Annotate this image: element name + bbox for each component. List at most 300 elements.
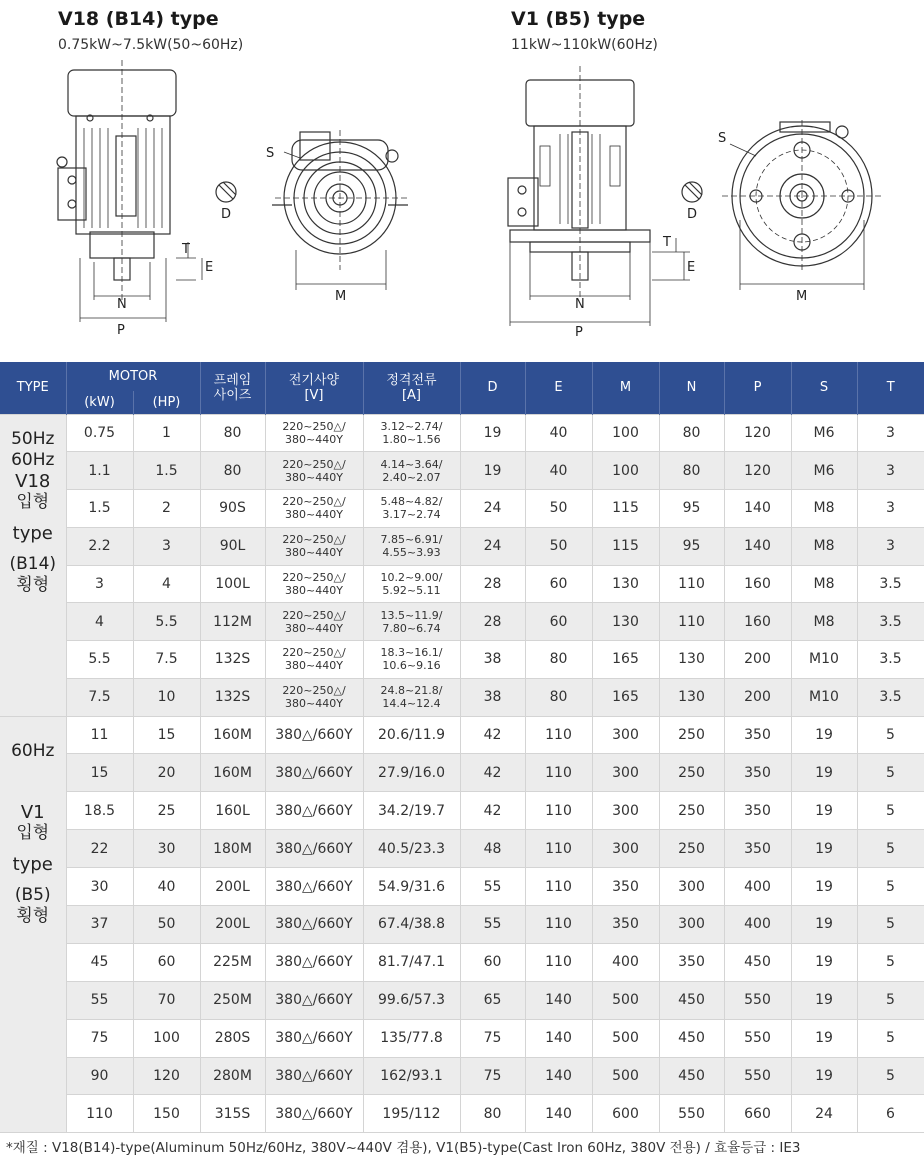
table-cell: 140: [525, 1019, 592, 1057]
table-cell: 130: [592, 603, 659, 641]
table-cell: 140: [724, 490, 791, 528]
v18-label-d: D: [221, 207, 232, 222]
table-cell: 5.5: [66, 641, 133, 679]
table-cell: 165: [592, 678, 659, 716]
v18-label-p: P: [117, 323, 125, 338]
table-cell: 450: [659, 1057, 724, 1095]
spec-table-body: [0, 414, 924, 1133]
table-cell: 220~250△/ 380~440Y: [265, 641, 363, 679]
type-group-label: 횡형: [16, 905, 50, 926]
header-m: M: [592, 362, 659, 414]
table-cell: 220~250△/ 380~440Y: [265, 414, 363, 452]
table-cell: 195/112: [363, 1095, 460, 1133]
table-cell: 27.9/16.0: [363, 754, 460, 792]
table-cell: 75: [460, 1019, 525, 1057]
v1-label-s: S: [718, 131, 727, 146]
table-cell: 380△/660Y: [265, 792, 363, 830]
v1-label-m: M: [796, 289, 808, 304]
table-cell: 3: [857, 527, 924, 565]
table-cell: 5.5: [133, 603, 200, 641]
table-cell: 500: [592, 981, 659, 1019]
table-cell: 19: [791, 943, 857, 981]
table-cell: 300: [592, 830, 659, 868]
table-cell: 3: [857, 490, 924, 528]
table-cell: 90: [66, 1057, 133, 1095]
type-group-label: V18: [15, 470, 51, 492]
table-cell: 42: [460, 754, 525, 792]
header-t: T: [857, 362, 924, 414]
table-cell: 120: [724, 414, 791, 452]
table-cell: 160M: [200, 754, 265, 792]
table-cell: 1.5: [66, 490, 133, 528]
table-cell: 5: [857, 792, 924, 830]
table-row: [0, 792, 924, 830]
table-cell: 110: [659, 603, 724, 641]
table-cell: 38: [460, 641, 525, 679]
table-cell: 19: [791, 792, 857, 830]
table-cell: 24: [460, 527, 525, 565]
v18-label-t: T: [182, 242, 190, 257]
table-cell: 110: [66, 1095, 133, 1133]
table-cell: 90S: [200, 490, 265, 528]
table-cell: 37: [66, 905, 133, 943]
table-cell: 24: [460, 490, 525, 528]
table-cell: 19: [460, 414, 525, 452]
table-cell: 110: [525, 754, 592, 792]
table-row: [0, 981, 924, 1019]
table-cell: 350: [724, 716, 791, 754]
table-cell: 7.5: [133, 641, 200, 679]
table-cell: 95: [659, 490, 724, 528]
table-cell: 380△/660Y: [265, 981, 363, 1019]
v18-label-s: S: [266, 146, 275, 161]
header-e: E: [525, 362, 592, 414]
table-cell: 350: [592, 868, 659, 906]
table-cell: 380△/660Y: [265, 943, 363, 981]
table-cell: 132S: [200, 641, 265, 679]
table-cell: 3: [66, 565, 133, 603]
table-cell: 19: [791, 754, 857, 792]
table-cell: 54.9/31.6: [363, 868, 460, 906]
type-group-label: type: [12, 853, 53, 875]
table-cell: 380△/660Y: [265, 754, 363, 792]
table-cell: 380△/660Y: [265, 830, 363, 868]
table-cell: 48: [460, 830, 525, 868]
table-cell: 280S: [200, 1019, 265, 1057]
v1-title: V1 (B5) type: [511, 8, 646, 30]
table-cell: 135/77.8: [363, 1019, 460, 1057]
table-cell: 7.5: [66, 678, 133, 716]
table-cell: 42: [460, 792, 525, 830]
table-cell: 6: [857, 1095, 924, 1133]
table-cell: 40.5/23.3: [363, 830, 460, 868]
table-cell: 380△/660Y: [265, 1057, 363, 1095]
table-row: [0, 490, 924, 528]
v1-label-e: E: [687, 260, 696, 275]
table-cell: 19: [791, 1057, 857, 1095]
table-cell: 19: [791, 830, 857, 868]
table-cell: 19: [791, 1019, 857, 1057]
table-cell: 67.4/38.8: [363, 905, 460, 943]
table-cell: 3.5: [857, 603, 924, 641]
header-voltage: 전기사양 [V]: [265, 362, 363, 414]
table-cell: 162/93.1: [363, 1057, 460, 1095]
v18-label-m: M: [335, 289, 347, 304]
table-cell: 20.6/11.9: [363, 716, 460, 754]
type-group-label: 60Hz: [11, 740, 55, 761]
table-cell: 24: [791, 1095, 857, 1133]
table-cell: 120: [133, 1057, 200, 1095]
type-group-label: 입형: [16, 822, 50, 843]
table-cell: 80: [525, 678, 592, 716]
table-cell: 350: [724, 792, 791, 830]
table-cell: 18.5: [66, 792, 133, 830]
table-cell: M6: [791, 414, 857, 452]
table-cell: 220~250△/ 380~440Y: [265, 490, 363, 528]
table-cell: 3.12~2.74/ 1.80~1.56: [363, 414, 460, 452]
v18-subtitle: 0.75kW~7.5kW(50~60Hz): [58, 37, 244, 53]
v1-side-view: [508, 66, 650, 300]
table-cell: 100: [592, 414, 659, 452]
table-cell: 3.5: [857, 678, 924, 716]
header-kw: (kW): [66, 391, 133, 414]
table-cell: 30: [66, 868, 133, 906]
v1-label-n: N: [575, 297, 585, 312]
table-cell: 110: [659, 565, 724, 603]
table-cell: 18.3~16.1/ 10.6~9.16: [363, 641, 460, 679]
table-row: [0, 565, 924, 603]
table-cell: 75: [460, 1057, 525, 1095]
table-cell: 19: [791, 981, 857, 1019]
type-group-label: (B5): [14, 884, 51, 905]
table-cell: 225M: [200, 943, 265, 981]
table-row: [0, 527, 924, 565]
header-type: TYPE: [0, 362, 66, 414]
table-cell: M10: [791, 678, 857, 716]
table-cell: 300: [592, 716, 659, 754]
table-cell: 160: [724, 603, 791, 641]
footnote: *재질 : V18(B14)-type(Aluminum 50Hz/60Hz, 380V~440V 겸용), V1(B5)-type(Cast Iron 60Hz, 380V 전용) / 효율등급 : IE3: [6, 1140, 801, 1156]
table-cell: 10.2~9.00/ 5.92~5.11: [363, 565, 460, 603]
table-row: [0, 754, 924, 792]
type-group-v18: [0, 414, 66, 716]
type-group-label: V1: [20, 801, 45, 823]
table-cell: 600: [592, 1095, 659, 1133]
table-cell: 80: [525, 641, 592, 679]
table-cell: 4: [66, 603, 133, 641]
table-cell: M8: [791, 603, 857, 641]
table-cell: 0.75: [66, 414, 133, 452]
table-cell: 110: [525, 943, 592, 981]
table-cell: 280M: [200, 1057, 265, 1095]
table-cell: 140: [724, 527, 791, 565]
table-cell: 140: [525, 1095, 592, 1133]
table-cell: 80: [659, 452, 724, 490]
table-cell: 7.85~6.91/ 4.55~3.93: [363, 527, 460, 565]
table-cell: 70: [133, 981, 200, 1019]
table-cell: 20: [133, 754, 200, 792]
table-cell: 5: [857, 754, 924, 792]
table-cell: 50: [133, 905, 200, 943]
table-cell: 65: [460, 981, 525, 1019]
v18-label-e: E: [205, 260, 214, 275]
table-cell: 5: [857, 1057, 924, 1095]
table-cell: 100: [133, 1019, 200, 1057]
type-group-label: 입형: [16, 491, 50, 512]
table-row: [0, 678, 924, 716]
table-cell: 660: [724, 1095, 791, 1133]
table-cell: 15: [66, 754, 133, 792]
table-cell: 300: [592, 754, 659, 792]
table-cell: 200: [724, 678, 791, 716]
table-cell: 130: [659, 641, 724, 679]
table-cell: 90L: [200, 527, 265, 565]
table-cell: 250: [659, 716, 724, 754]
table-cell: 3: [133, 527, 200, 565]
table-cell: 550: [724, 981, 791, 1019]
table-cell: 15: [133, 716, 200, 754]
table-cell: 550: [724, 1019, 791, 1057]
table-cell: 75: [66, 1019, 133, 1057]
table-cell: 150: [133, 1095, 200, 1133]
table-cell: 200L: [200, 905, 265, 943]
table-cell: 5: [857, 830, 924, 868]
table-cell: 60: [525, 603, 592, 641]
table-cell: 3: [857, 414, 924, 452]
v1-label-p: P: [575, 325, 583, 340]
table-cell: 140: [525, 981, 592, 1019]
table-cell: 5: [857, 868, 924, 906]
table-cell: 22: [66, 830, 133, 868]
table-cell: 50: [525, 490, 592, 528]
table-cell: 25: [133, 792, 200, 830]
table-row: [0, 603, 924, 641]
v18-shaft-section: [216, 182, 236, 202]
table-cell: 200: [724, 641, 791, 679]
v1-label-t: T: [663, 235, 671, 250]
table-cell: 380△/660Y: [265, 1019, 363, 1057]
v1-subtitle: 11kW~110kW(60Hz): [511, 37, 658, 53]
table-cell: 300: [659, 868, 724, 906]
table-cell: 500: [592, 1057, 659, 1095]
table-cell: 450: [659, 1019, 724, 1057]
table-cell: 40: [133, 868, 200, 906]
table-cell: 300: [592, 792, 659, 830]
header-motor: MOTOR: [66, 362, 200, 391]
table-cell: 42: [460, 716, 525, 754]
table-cell: 250: [659, 792, 724, 830]
table-cell: 55: [460, 905, 525, 943]
table-cell: 45: [66, 943, 133, 981]
table-cell: 450: [724, 943, 791, 981]
table-cell: 110: [525, 716, 592, 754]
table-cell: 110: [525, 830, 592, 868]
table-cell: 28: [460, 603, 525, 641]
table-cell: 200L: [200, 868, 265, 906]
table-cell: 5: [857, 981, 924, 1019]
table-cell: 220~250△/ 380~440Y: [265, 603, 363, 641]
table-cell: 220~250△/ 380~440Y: [265, 565, 363, 603]
table-cell: 38: [460, 678, 525, 716]
table-cell: 350: [659, 943, 724, 981]
table-cell: M10: [791, 641, 857, 679]
header-current: 정격전류 [A]: [363, 362, 460, 414]
table-cell: 350: [724, 754, 791, 792]
header-frame: 프레임 사이즈: [200, 362, 265, 414]
table-cell: 300: [659, 905, 724, 943]
table-row: [0, 414, 924, 452]
v18-front-view: [272, 130, 410, 270]
table-cell: 400: [724, 905, 791, 943]
table-cell: 99.6/57.3: [363, 981, 460, 1019]
table-cell: 250: [659, 754, 724, 792]
table-row: [0, 1057, 924, 1095]
v1-label-d: D: [687, 207, 698, 222]
table-cell: 450: [659, 981, 724, 1019]
table-cell: 550: [724, 1057, 791, 1095]
dimension-labels: [117, 131, 807, 340]
table-cell: 380△/660Y: [265, 1095, 363, 1133]
table-cell: M6: [791, 452, 857, 490]
table-cell: 28: [460, 565, 525, 603]
table-cell: 380△/660Y: [265, 716, 363, 754]
table-cell: 400: [592, 943, 659, 981]
table-cell: 4: [133, 565, 200, 603]
table-cell: 40: [525, 414, 592, 452]
table-cell: 5: [857, 1019, 924, 1057]
table-cell: 1: [133, 414, 200, 452]
table-cell: 180M: [200, 830, 265, 868]
table-cell: 140: [525, 1057, 592, 1095]
table-cell: 55: [460, 868, 525, 906]
table-row: [0, 716, 924, 754]
table-cell: 550: [659, 1095, 724, 1133]
table-cell: 40: [525, 452, 592, 490]
table-cell: 2.2: [66, 527, 133, 565]
header-p: P: [724, 362, 791, 414]
table-cell: M8: [791, 527, 857, 565]
table-cell: 34.2/19.7: [363, 792, 460, 830]
table-cell: 24.8~21.8/ 14.4~12.4: [363, 678, 460, 716]
v18-side-view: [57, 60, 176, 300]
table-cell: 30: [133, 830, 200, 868]
table-cell: 81.7/47.1: [363, 943, 460, 981]
table-cell: 220~250△/ 380~440Y: [265, 527, 363, 565]
table-cell: M8: [791, 490, 857, 528]
table-row: [0, 943, 924, 981]
dimension-drawing: [0, 0, 924, 362]
spec-table: [0, 362, 924, 1133]
table-cell: 130: [592, 565, 659, 603]
table-cell: 500: [592, 1019, 659, 1057]
table-cell: 80: [659, 414, 724, 452]
table-cell: 80: [460, 1095, 525, 1133]
table-cell: 110: [525, 905, 592, 943]
table-cell: M8: [791, 565, 857, 603]
table-row: [0, 1019, 924, 1057]
table-cell: 315S: [200, 1095, 265, 1133]
table-cell: 5: [857, 716, 924, 754]
table-cell: 160L: [200, 792, 265, 830]
table-cell: 350: [592, 905, 659, 943]
table-cell: 1.5: [133, 452, 200, 490]
v18-label-n: N: [117, 297, 127, 312]
table-cell: 4.14~3.64/ 2.40~2.07: [363, 452, 460, 490]
table-cell: 100: [592, 452, 659, 490]
table-row: [0, 641, 924, 679]
table-cell: 115: [592, 490, 659, 528]
table-row: [0, 905, 924, 943]
table-cell: 60: [525, 565, 592, 603]
table-row: [0, 1095, 924, 1133]
table-cell: 19: [791, 905, 857, 943]
type-group-label: 60Hz: [11, 449, 55, 470]
type-group-label: type: [12, 522, 53, 544]
diagram-area: [0, 0, 924, 362]
table-cell: 2: [133, 490, 200, 528]
table-cell: 250M: [200, 981, 265, 1019]
table-cell: 80: [200, 452, 265, 490]
v1-flange-view: [722, 120, 882, 272]
table-cell: 60: [460, 943, 525, 981]
header-d: D: [460, 362, 525, 414]
table-cell: 3.5: [857, 641, 924, 679]
table-cell: 115: [592, 527, 659, 565]
type-group-v1: [0, 716, 66, 1133]
table-cell: 400: [724, 868, 791, 906]
header-hp: (HP): [133, 391, 200, 414]
table-cell: 11: [66, 716, 133, 754]
table-cell: 132S: [200, 678, 265, 716]
table-cell: 220~250△/ 380~440Y: [265, 678, 363, 716]
table-cell: 165: [592, 641, 659, 679]
table-cell: 95: [659, 527, 724, 565]
table-cell: 350: [724, 830, 791, 868]
table-cell: 60: [133, 943, 200, 981]
table-cell: 10: [133, 678, 200, 716]
table-cell: 112M: [200, 603, 265, 641]
table-cell: 1.1: [66, 452, 133, 490]
v1-dim-lines: [510, 238, 690, 326]
table-cell: 120: [724, 452, 791, 490]
table-cell: 110: [525, 792, 592, 830]
table-cell: 250: [659, 830, 724, 868]
table-cell: 3.5: [857, 565, 924, 603]
table-cell: 19: [791, 716, 857, 754]
table-cell: 100L: [200, 565, 265, 603]
table-cell: 5.48~4.82/ 3.17~2.74: [363, 490, 460, 528]
table-cell: 80: [200, 414, 265, 452]
v18-title: V18 (B14) type: [58, 8, 219, 30]
type-group-label: (B14): [9, 553, 57, 574]
table-row: [0, 452, 924, 490]
table-row: [0, 868, 924, 906]
table-cell: 3: [857, 452, 924, 490]
header-s: S: [791, 362, 857, 414]
table-cell: 130: [659, 678, 724, 716]
type-group-label: 횡형: [16, 574, 50, 595]
table-row: [0, 830, 924, 868]
table-cell: 380△/660Y: [265, 905, 363, 943]
table-cell: 220~250△/ 380~440Y: [265, 452, 363, 490]
table-cell: 5: [857, 943, 924, 981]
table-cell: 13.5~11.9/ 7.80~6.74: [363, 603, 460, 641]
table-cell: 50: [525, 527, 592, 565]
table-cell: 160M: [200, 716, 265, 754]
table-cell: 5: [857, 905, 924, 943]
type-group-label: 50Hz: [11, 428, 55, 449]
table-cell: 110: [525, 868, 592, 906]
